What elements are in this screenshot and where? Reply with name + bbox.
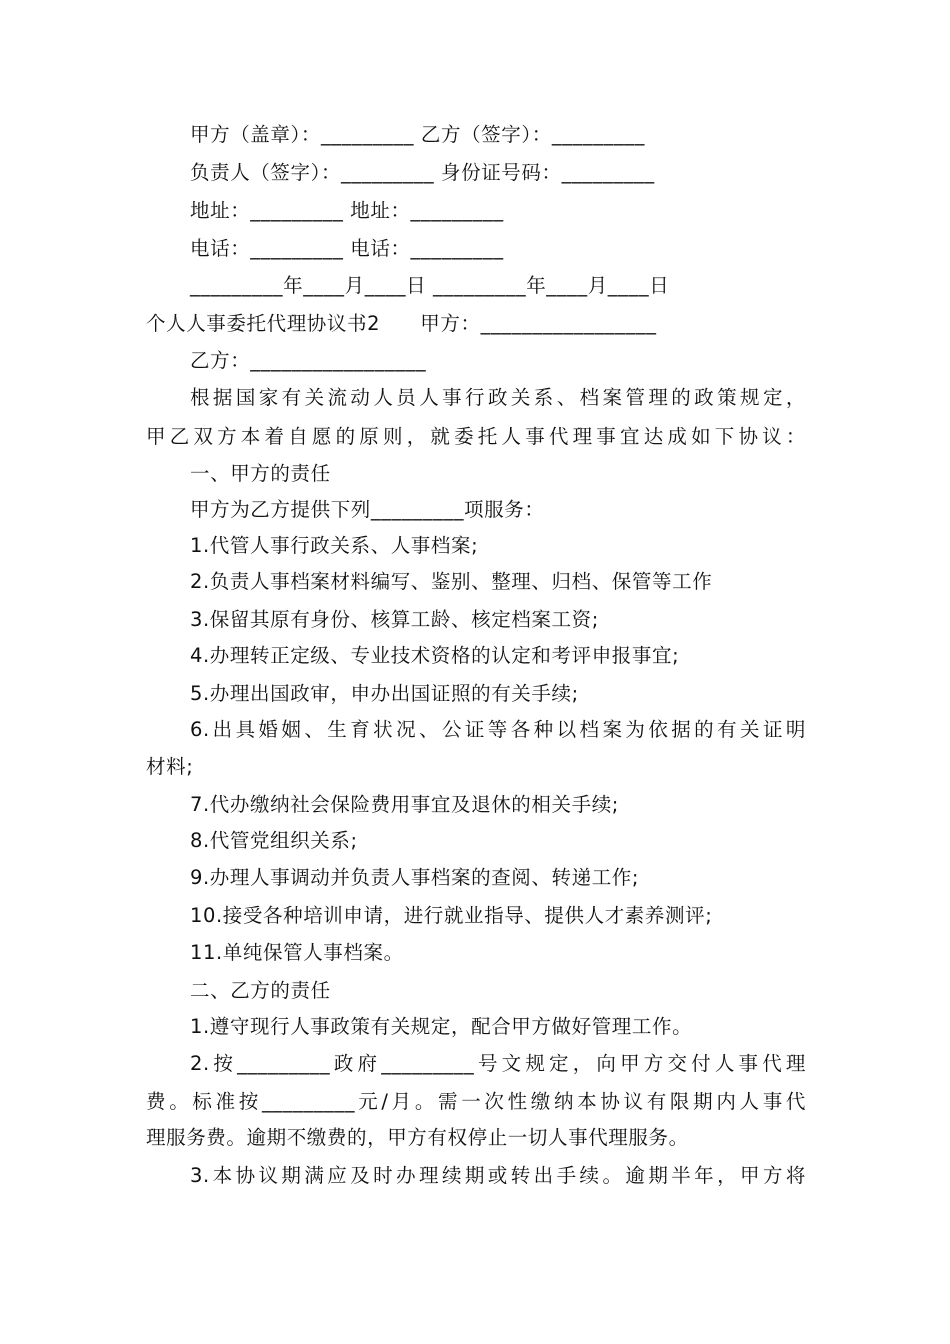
service-item-11: 11.单纯保管人事档案。 — [190, 941, 404, 964]
duty-item-1: 1.遵守现行人事政策有关规定，配合甲方做好管理工作。 — [190, 1015, 693, 1038]
signature-line-party-a-b: 甲方（盖章）：_________ 乙方（签字）：_________ — [190, 123, 645, 146]
service-item-1: 1.代管人事行政关系、人事档案; — [190, 534, 479, 557]
duty-item-2-continued-2: 理服务费。逾期不缴费的，甲方有权停止一切人事代理服务。 — [146, 1126, 689, 1149]
service-item-8: 8.代管党组织关系; — [190, 829, 358, 852]
signature-line-responsible-id: 负责人（签字）：_________ 身份证号码：_________ — [190, 161, 655, 184]
section-heading-party-b: 二、乙方的责任 — [190, 979, 331, 1002]
service-item-7: 7.代办缴纳社会保险费用事宜及退休的相关手续; — [190, 793, 619, 816]
section-heading-party-a: 一、甲方的责任 — [190, 462, 331, 485]
duty-item-3: 3.本协议期满应及时办理续期或转出手续。逾期半年，甲方将 — [190, 1164, 806, 1187]
preamble-line-1: 根据国家有关流动人员人事行政关系、档案管理的政策规定， — [190, 386, 806, 409]
phone-line: 电话：_________ 电话：_________ — [190, 237, 504, 260]
service-item-10: 10.接受各种培训申请，进行就业指导、提供人才素养测评; — [190, 904, 713, 927]
service-item-9: 9.办理人事调动并负责人事档案的查阅、转递工作; — [190, 866, 640, 889]
duty-item-2: 2.按_________政府_________号文规定，向甲方交付人事代理 — [190, 1052, 806, 1075]
preamble-line-2: 甲乙双方本着自愿的原则，就委托人事代理事宜达成如下协议： — [146, 425, 806, 448]
services-intro: 甲方为乙方提供下列_________项服务： — [190, 498, 545, 521]
service-item-5: 5.办理出国政审，申办出国证照的有关手续; — [190, 682, 579, 705]
duty-item-2-continued-1: 费。标准按_________元/月。需一次性缴纳本协议有限期内人事代 — [146, 1090, 806, 1113]
date-line: _________年____月____日 _________年____月____日 — [190, 274, 670, 297]
document-title-line: 个人人事委托代理协议书2 甲方：_________________ — [146, 312, 657, 335]
service-item-4: 4.办理转正定级、专业技术资格的认定和考评申报事宜; — [190, 644, 680, 667]
service-item-6-continued: 材料; — [146, 755, 194, 778]
party-b-line: 乙方：_________________ — [190, 349, 427, 372]
service-item-3: 3.保留其原有身份、核算工龄、核定档案工资; — [190, 608, 599, 631]
service-item-6: 6.出具婚姻、生育状况、公证等各种以档案为依据的有关证明 — [190, 718, 806, 741]
address-line: 地址：_________ 地址：_________ — [190, 199, 504, 222]
service-item-2: 2.负责人事档案材料编写、鉴别、整理、归档、保管等工作 — [190, 570, 713, 593]
